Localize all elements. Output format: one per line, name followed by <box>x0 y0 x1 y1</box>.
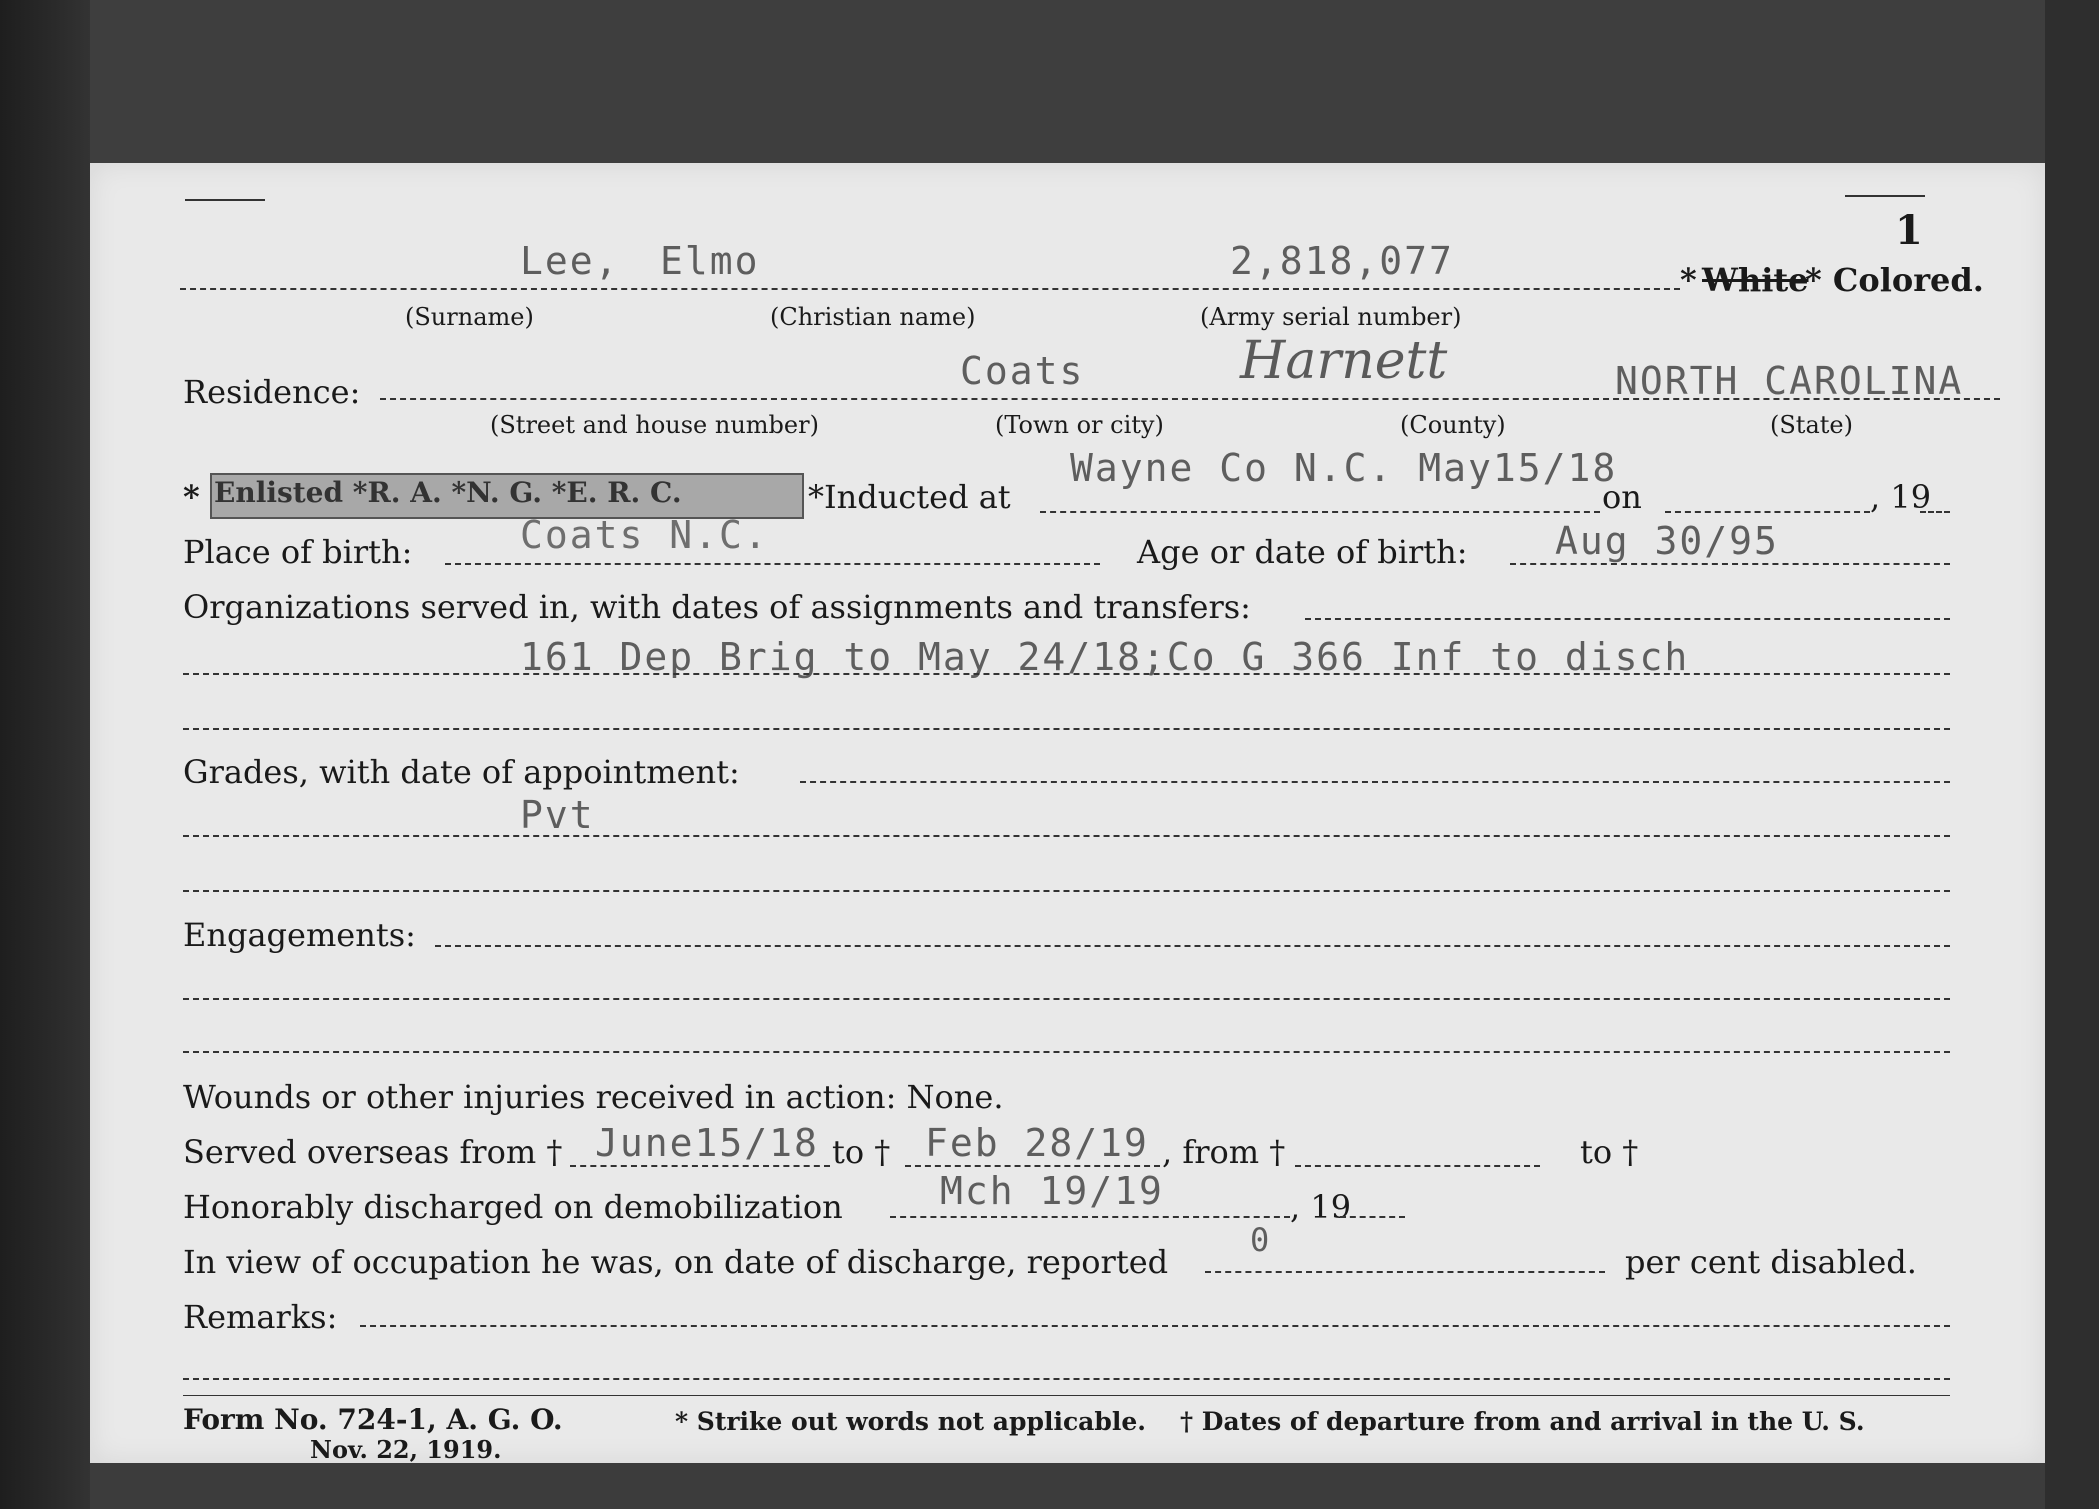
enlisted-star: * <box>183 478 200 516</box>
white-option: White <box>1702 261 1809 299</box>
age-value: Aug 30/95 <box>1555 519 1779 563</box>
organizations-value: 161 Dep Brig to May 24/18;Co G 366 Inf to disch <box>520 635 1690 679</box>
surname-caption: (Surname) <box>405 303 534 331</box>
street-caption: (Street and house number) <box>490 411 819 439</box>
overseas-label: Served overseas from † <box>183 1133 563 1171</box>
disability-suffix: per cent disabled. <box>1625 1243 1917 1281</box>
inducted-year-label: , 19 <box>1870 478 1932 516</box>
organizations-label: Organizations served in, with dates of assignments and transfers: <box>183 588 1251 626</box>
overseas-from2-line <box>1295 1165 1540 1167</box>
white-star: * <box>1680 261 1697 299</box>
birth-place-value: Coats N.C. <box>520 513 769 557</box>
remarks-line-2 <box>183 1378 1950 1380</box>
remarks-line-1 <box>360 1325 1950 1327</box>
form-number: Form No. 724-1, A. G. O. <box>183 1403 563 1436</box>
engagements-line-3 <box>183 1051 1950 1053</box>
on-label: on <box>1602 478 1642 516</box>
grades-label: Grades, with date of appointment: <box>183 753 740 791</box>
enlisted-options: Enlisted *R. A. *N. G. *E. R. C. <box>214 476 682 509</box>
overseas-to2-label: to † <box>1580 1133 1639 1171</box>
residence-state: NORTH CAROLINA <box>1615 359 1964 403</box>
discharge-value: Mch 19/19 <box>940 1169 1164 1213</box>
top-left-rule <box>185 199 265 201</box>
grades-line-3 <box>183 890 1950 892</box>
residence-label: Residence: <box>183 373 361 411</box>
inducted-year-line <box>1920 511 1950 513</box>
discharge-line <box>890 1216 1290 1218</box>
serial-number-value: 2,818,077 <box>1230 239 1454 283</box>
engagements-line-2 <box>183 998 1950 1000</box>
disability-label: In view of occupation he was, on date of discharge, reported <box>183 1243 1169 1281</box>
organizations-line-3 <box>183 728 1950 730</box>
overseas-from2-label: , from † <box>1162 1133 1286 1171</box>
strike-note: * Strike out words not applicable. <box>675 1407 1146 1436</box>
overseas-from-value: June15/18 <box>595 1121 819 1165</box>
name-line <box>180 288 1680 290</box>
top-right-rule <box>1845 195 1925 197</box>
town-caption: (Town or city) <box>995 411 1164 439</box>
wounds-text: Wounds or other injuries received in action: None. <box>183 1078 1004 1116</box>
residence-town: Coats <box>960 349 1085 393</box>
overseas-from-line <box>570 1165 830 1167</box>
christian-name-caption: (Christian name) <box>770 303 976 331</box>
card-number: 1 <box>1895 207 1923 254</box>
overseas-to-line <box>905 1165 1160 1167</box>
scan-background-right <box>2045 0 2099 1509</box>
serial-number-caption: (Army serial number) <box>1200 303 1462 331</box>
discharge-label: Honorably discharged on demobilization <box>183 1188 843 1226</box>
engagements-label: Engagements: <box>183 916 416 954</box>
residence-line <box>380 398 2000 400</box>
county-caption: (County) <box>1400 411 1506 439</box>
disability-value: 0 <box>1250 1221 1272 1259</box>
on-line <box>1665 511 1870 513</box>
inducted-value: Wayne Co N.C. May15/18 <box>1070 446 1618 490</box>
colored-option: * Colored. <box>1805 261 1984 299</box>
age-line <box>1510 563 1950 565</box>
remarks-label: Remarks: <box>183 1298 338 1336</box>
state-caption: (State) <box>1770 411 1853 439</box>
age-label: Age or date of birth: <box>1137 533 1468 571</box>
inducted-line <box>1040 511 1600 513</box>
residence-county: Harnett <box>1240 331 1448 391</box>
surname-value: Lee, <box>520 239 620 283</box>
scan-background-top <box>0 0 2099 165</box>
overseas-to-value: Feb 28/19 <box>925 1121 1149 1165</box>
discharge-year-line <box>1340 1216 1405 1218</box>
birth-place-line <box>445 563 1100 565</box>
christian-name-value: Elmo <box>660 239 760 283</box>
engagements-line-1 <box>435 945 1950 947</box>
grades-line-2 <box>183 835 1950 837</box>
form-date: Nov. 22, 1919. <box>310 1435 502 1464</box>
footer-rule <box>183 1395 1950 1396</box>
birth-place-label: Place of birth: <box>183 533 413 571</box>
grades-line-1 <box>800 781 1950 783</box>
service-record-card <box>90 163 2045 1463</box>
grades-value: Pvt <box>520 793 595 837</box>
dates-note: † Dates of departure from and arrival in the U. S. <box>1180 1407 1865 1436</box>
disability-line <box>1205 1271 1605 1273</box>
discharge-year-label: , 19 <box>1290 1188 1352 1226</box>
overseas-to-label: to † <box>832 1133 891 1171</box>
scan-background-left <box>0 0 90 1509</box>
organizations-line-2 <box>183 673 1950 675</box>
inducted-label: *Inducted at <box>808 478 1011 516</box>
organizations-line-1 <box>1305 618 1950 620</box>
